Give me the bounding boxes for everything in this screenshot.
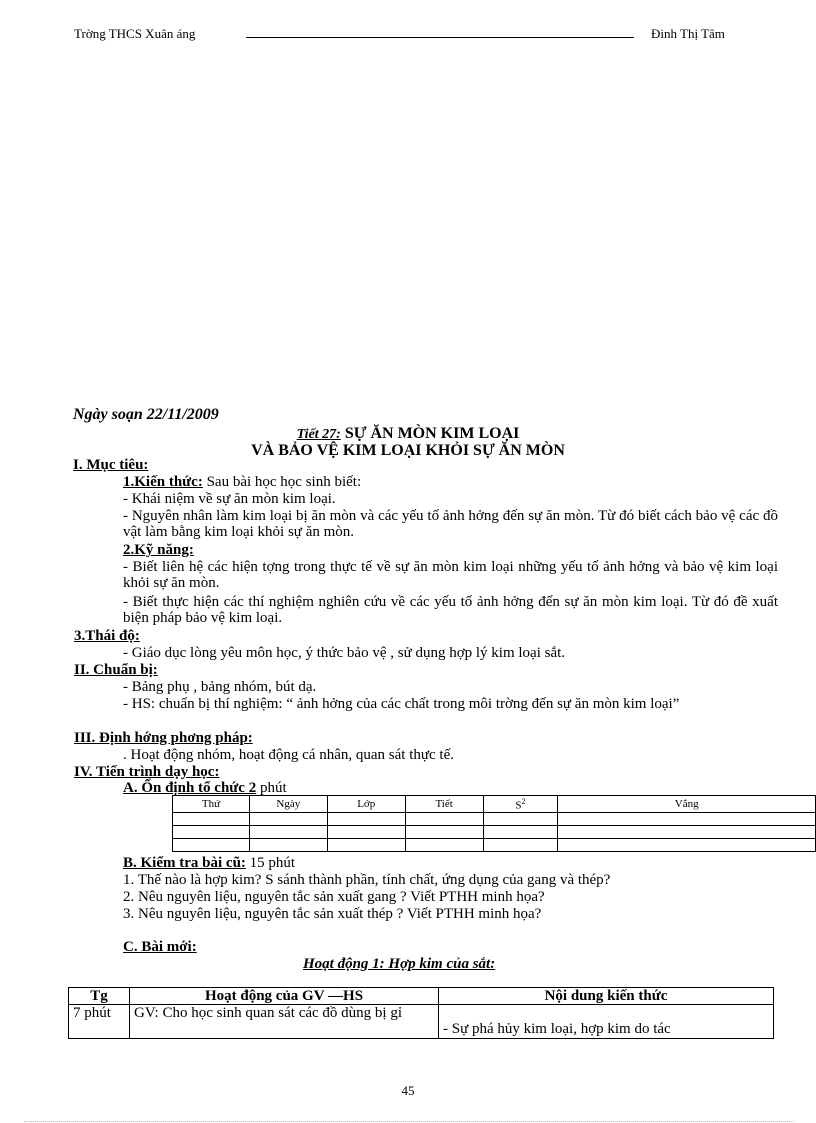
activity-1-title: Hoạt động 1: Hợp kim của sắt: bbox=[303, 956, 496, 972]
attendance-row bbox=[173, 812, 816, 825]
page-number: 45 bbox=[401, 1083, 415, 1098]
review-question-3: 3. Nêu nguyên liệu, nguyên tắc sản xuất thép ? Viết PTHH minh họa? bbox=[123, 906, 542, 922]
stabilize-time: phút bbox=[256, 780, 287, 796]
lesson-title-line2: VÀ BẢO VỆ KIM LOẠI KHỎI SỰ ĂN MÒN bbox=[251, 442, 565, 459]
knowledge-label: 1.Kiến thức: bbox=[123, 474, 203, 490]
att-col-s2 bbox=[483, 796, 558, 813]
attendance-row bbox=[173, 838, 816, 851]
lesson-title-line1 bbox=[0, 425, 816, 443]
row-time: 7 phút bbox=[69, 1005, 130, 1039]
review-label: B. Kiểm tra bài cũ: bbox=[123, 855, 246, 871]
knowledge-line bbox=[123, 474, 361, 491]
att-s-letter: S bbox=[515, 799, 522, 812]
activity-table bbox=[68, 987, 774, 1039]
skills-label: 2.Kỹ năng: bbox=[123, 542, 194, 558]
section-preparation: II. Chuẩn bị: bbox=[74, 662, 158, 678]
col-time-header: Tg bbox=[69, 988, 130, 1005]
attitude-item: - Giáo dục lòng yêu môn học, ý thức bảo vệ , sử dụng hợp lý kim loại sắt. bbox=[123, 645, 566, 661]
preparation-item-2: - HS: chuẩn bị thí nghiệm: “ ảnh hởng của các chất trong môi trờng đến sự ăn mòn kim loại” bbox=[123, 696, 680, 712]
prep-date: Ngày soạn 22/11/2009 bbox=[73, 406, 219, 423]
att-col-tiet: Tiết bbox=[405, 796, 483, 813]
att-col-vang: Vắng bbox=[558, 796, 816, 813]
review-line bbox=[123, 855, 295, 872]
review-question-1: 1. Thế nào là hợp kim? S sánh thành phần, tính chất, ứng dụng của gang và thép? bbox=[123, 872, 611, 888]
col-content-header: Nội dung kiến thức bbox=[439, 988, 774, 1005]
header-author: Đinh Thị Tâm bbox=[651, 26, 725, 41]
activity-header-row bbox=[69, 988, 774, 1005]
lesson-title-text: SỰ ĂN MÒN KIM LOẠI bbox=[340, 425, 520, 442]
att-col-thu: Thứ bbox=[173, 796, 250, 813]
new-lesson-label: C. Bài mới: bbox=[123, 939, 197, 955]
header-school: Trờng THCS Xuân áng bbox=[74, 26, 196, 41]
review-question-2: 2. Nêu nguyên liệu, nguyên tắc sản xuất gang ? Viết PTHH minh họa? bbox=[123, 889, 545, 905]
attendance-row bbox=[173, 825, 816, 838]
row-activity: GV: Cho học sinh quan sát các đồ dùng bị gỉ bbox=[130, 1005, 439, 1039]
att-s-sup: 2 bbox=[521, 797, 526, 806]
knowledge-item-1: - Khái niệm về sự ăn mòn kim loại. bbox=[123, 491, 336, 507]
header-rule bbox=[246, 37, 634, 38]
review-time: 15 phút bbox=[245, 855, 296, 871]
lesson-number: Tiết 27: bbox=[296, 427, 341, 442]
skills-item-1: - Biết liên hệ các hiện tợng trong thực tế về sự ăn mòn kim loại những yếu tố ảnh hởng và bảo vệ kim loại khỏi sự ăn mòn. bbox=[123, 559, 778, 591]
page-bottom-rule bbox=[24, 1121, 794, 1122]
attendance-table bbox=[172, 795, 816, 852]
col-activity-header: Hoạt động của GV —HS bbox=[130, 988, 439, 1005]
preparation-item-1: - Bảng phụ , bảng nhóm, bút dạ. bbox=[123, 679, 317, 695]
attendance-header-row bbox=[173, 796, 816, 813]
att-col-ngay: Ngày bbox=[249, 796, 327, 813]
knowledge-item-2: - Nguyên nhân làm kim loại bị ăn mòn và các yếu tố ảnh hởng đến sự ăn mòn. Từ đó biết cách bảo vệ các đồ vật làm bằng kim loại khỏi sự ăn mòn. bbox=[123, 508, 778, 540]
attitude-label: 3.Thái độ: bbox=[74, 628, 140, 644]
section-objectives: I. Mục tiêu: bbox=[73, 457, 149, 473]
stabilize-label: A. Ổn định tổ chức 2 bbox=[123, 780, 257, 796]
section-process: IV. Tiến trình dạy học: bbox=[74, 764, 220, 780]
row-content: - Sự phá hủy kim loại, hợp kim do tác bbox=[439, 1005, 774, 1039]
section-method: III. Định hớng phơng pháp: bbox=[74, 730, 253, 746]
knowledge-text: Sau bài học học sinh biết: bbox=[202, 474, 362, 490]
table-row bbox=[69, 1005, 774, 1039]
method-item: . Hoạt động nhóm, hoạt động cá nhân, quan sát thực tế. bbox=[123, 747, 454, 763]
att-col-lop: Lớp bbox=[327, 796, 405, 813]
skills-item-2: - Biết thực hiện các thí nghiệm nghiên cứu về các yếu tố ảnh hởng đến sự ăn mòn kim loại. Từ đó đề xuất biện pháp bảo vệ kim loại. bbox=[123, 594, 778, 626]
